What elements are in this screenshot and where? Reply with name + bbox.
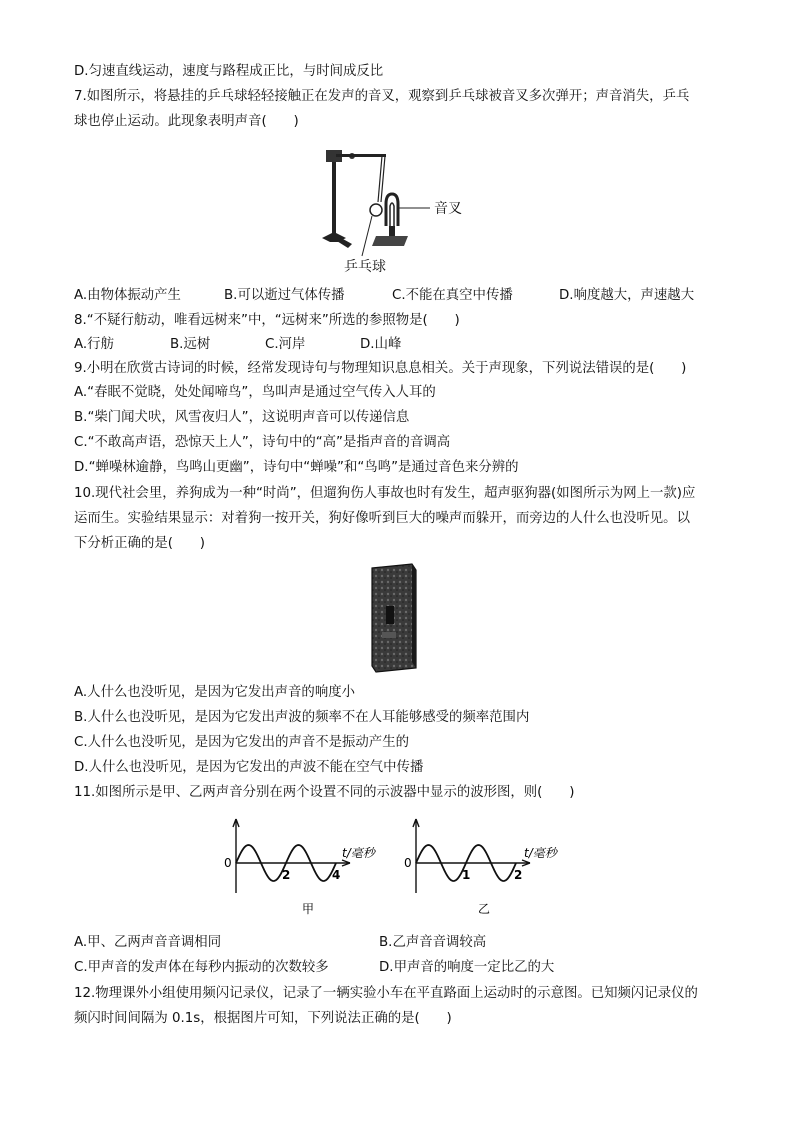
q8-option-b: B.远树 [170,337,211,352]
q8-option-a: A.行舫 [74,337,114,352]
q12-stem-line1: 12.物理课外小组使用频闪记录仪，记录了一辆实验小车在平直路面上运动时的示意图。已知频闪记录仪的 [74,986,698,1001]
q9-stem: 9.小明在欣赏古诗词的时候，经常发现诗句与物理知识息息相关。关于声现象，下列说法错误的是( ) [74,361,687,376]
q11-waveform-graph-jia [222,815,402,921]
q7-fork-label: 音叉 [434,201,462,217]
q6-option-d: D.匀速直线运动，速度与路程成正比，与时间成反比 [74,64,384,79]
q9-option-a: A.“春眠不觉晓，处处闻啼鸟”，鸟叫声是通过空气传入人耳的 [74,385,436,400]
q7-option-b: B.可以逝过气体传播 [224,288,345,303]
q10-stem-line1: 10.现代社会里，养狗成为一种“时尚”，但遛狗伤人事故也时有发生，超声驱狗器(如图所示为网上一款)应 [74,486,696,501]
q11-jia-tick-2: 2 [282,868,291,882]
q11-jia-axis-label: t/毫秒 [342,846,375,860]
q11-option-d: D.甲声音的响度一定比乙的大 [379,960,555,975]
q7-option-c: C.不能在真空中传播 [392,288,513,303]
q11-option-a: A.甲、乙两声音音调相同 [74,935,222,950]
q9-option-d: D.“蝉噪林逾静，鸟鸣山更幽”，诗句中“蝉噪”和“鸟鸣”是通过音色来分辨的 [74,460,519,475]
q7-stem-line2: 球也停止运动。此现象表明声音( ) [74,114,299,129]
q11-option-c: C.甲声音的发声体在每秒内振动的次数较多 [74,960,329,975]
q10-option-c: C.人什么也没听见，是因为它发出的声音不是振动产生的 [74,735,409,750]
q11-jia-tick-4: 4 [332,868,341,882]
q9-option-b: B.“柴门闻犬吠，风雪夜归人”，这说明声音可以传递信息 [74,410,410,425]
q7-option-d: D.响度越大，声速越大 [559,288,695,303]
q11-yi-origin: 0 [404,856,412,870]
q10-option-d: D.人什么也没听见，是因为它发出的声波不能在空气中传播 [74,760,424,775]
q11-waveform-graph-yi [402,815,582,921]
q11-yi-tick-1: 1 [462,868,471,882]
q12-stem-line2: 频闪时间间隔为 0.1s，根据图片可知，下列说法正确的是( ) [74,1011,452,1026]
q10-ultrasonic-device-image [368,562,420,674]
q10-option-a: A.人什么也没听见，是因为它发出声音的响度小 [74,685,355,700]
q11-jia-caption: 甲 [302,902,315,916]
q9-option-c: C.“不敢高声语，恐惊天上人”，诗句中的“高”是指声音的音调高 [74,435,451,450]
q11-stem: 11.如图所示是甲、乙两声音分别在两个设置不同的示波器中显示的波形图，则( ) [74,785,575,800]
q11-yi-axis-label: t/毫秒 [524,846,557,860]
q11-option-b: B.乙声音音调较高 [379,935,487,950]
q10-stem-line2: 运而生。实验结果显示：对着狗一按开关，狗好像听到巨大的噪声而躲开，而旁边的人什么也没听见。以 [74,511,690,526]
q11-yi-caption: 乙 [478,902,491,916]
q7-stem-line1: 7.如图所示，将悬挂的乒乓球轻轻接触正在发声的音叉，观察到乒乓球被音叉多次弹开；声音消失，乒乓 [74,89,690,104]
q11-yi-tick-2: 2 [514,868,523,882]
q7-option-a: A.由物体振动产生 [74,288,181,303]
q10-stem-line3: 下分析正确的是( ) [74,536,205,551]
q11-jia-origin: 0 [224,856,232,870]
q7-ball-label: 乒乓球 [344,259,386,275]
q10-option-b: B.人什么也没听见，是因为它发出声波的频率不在人耳能够感受的频率范围内 [74,710,530,725]
q8-option-d: D.山峰 [360,337,402,352]
q8-stem: 8.“不疑行舫动，唯看远树来”中，“远树来”所选的参照物是( ) [74,313,460,328]
q8-option-c: C.河岸 [265,337,306,352]
